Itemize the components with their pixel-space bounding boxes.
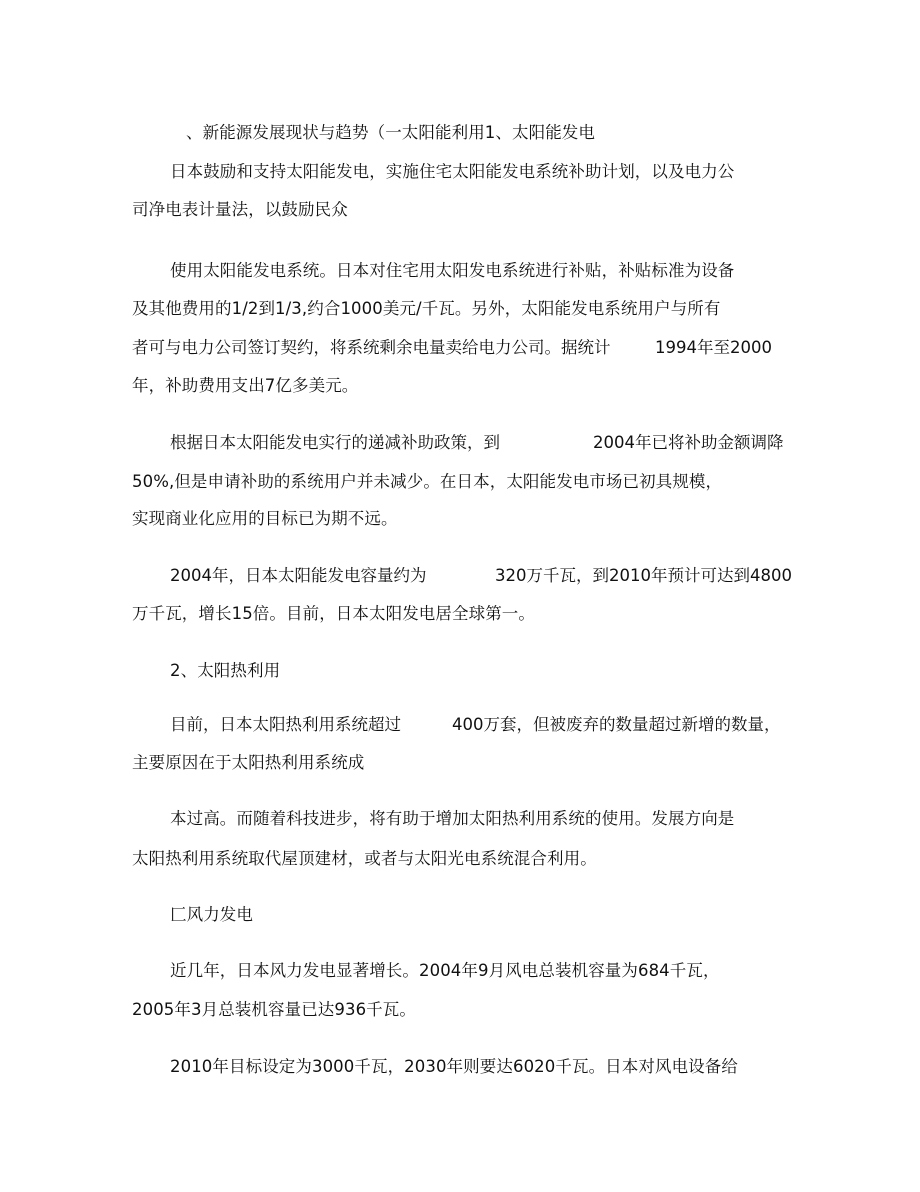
paragraph-line: 2005年3月总装机容量已达936千瓦。 xyxy=(132,1000,416,1019)
paragraph-line: 近几年，日本风力发电显著增长。2004年9月风电总装机容量为684千瓦， xyxy=(170,961,720,980)
paragraph-line: 太阳热利用系统取代屋顶建材，或者与太阳光电系统混合利用。 xyxy=(132,849,597,868)
paragraph-line: 者可与电力公司签订契约，将系统剩余电量卖给电力公司。据统计 xyxy=(132,338,611,357)
paragraph-line: 2010年目标设定为3000千瓦，2030年则要达6020千瓦。日本对风电设备给 xyxy=(170,1057,738,1076)
paragraph-line-tail: 320万千瓦，到2010年预计可达到4800 xyxy=(495,566,792,585)
paragraph-line: 及其他费用的1/2到1/3,约合1000美元/千瓦。另外，太阳能发电系统用户与所有 xyxy=(132,299,721,318)
paragraph-line-tail: 2004年已将补助金额调降 xyxy=(593,433,784,452)
paragraph-line: 目前，日本太阳热利用系统超过 xyxy=(170,715,401,734)
paragraph-line: 50%,但是申请补助的系统用户并未减少。在日本，太阳能发电市场已初具规模， xyxy=(132,472,723,491)
paragraph-line: 主要原因在于太阳热利用系统成 xyxy=(132,753,365,772)
paragraph-line: 根据日本太阳能发电实行的递减补助政策，到 xyxy=(170,433,500,452)
paragraph-line: 使用太阳能发电系统。日本对住宅用太阳发电系统进行补贴，补贴标准为设备 xyxy=(170,261,735,280)
section-subheading: 匚风力发电 xyxy=(170,905,253,924)
paragraph-line: 本过高。而随着科技进步，将有助于增加太阳热利用系统的使用。发展方向是 xyxy=(170,809,735,828)
section-heading: 、新能源发展现状与趋势（一太阳能利用1、太阳能发电 xyxy=(186,123,595,142)
paragraph-line-tail: 1994年至2000 xyxy=(655,338,772,357)
paragraph-line: 实现商业化应用的目标已为期不远。 xyxy=(132,509,398,528)
paragraph-line: 2004年，日本太阳能发电容量约为 xyxy=(170,566,427,585)
section-subheading: 2、太阳热利用 xyxy=(170,661,281,680)
paragraph-line: 万千瓦，增长15倍。目前，日本太阳发电居全球第一。 xyxy=(132,604,535,623)
paragraph-line: 年，补助费用支出7亿多美元。 xyxy=(132,376,359,395)
paragraph-line: 日本鼓励和支持太阳能发电，实施住宅太阳能发电系统补助计划，以及电力公 xyxy=(170,162,735,181)
paragraph-line-tail: 400万套，但被废弃的数量超过新增的数量， xyxy=(452,715,781,734)
paragraph-line: 司净电表计量法，以鼓励民众 xyxy=(132,200,348,219)
